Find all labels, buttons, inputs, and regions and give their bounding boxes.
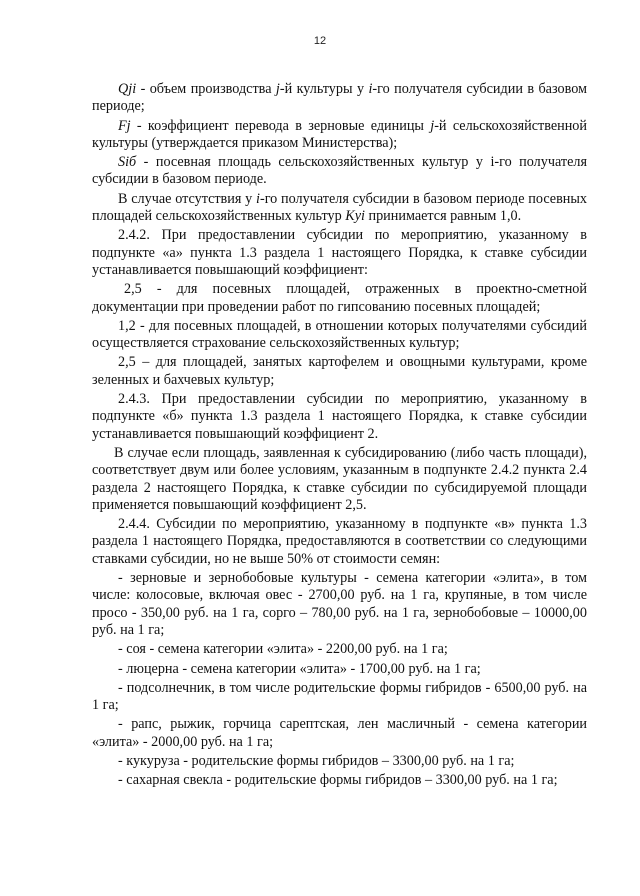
symbol-j: j <box>430 117 435 134</box>
text: В случае отсутствия у <box>118 190 257 207</box>
text: -го получателя субсидии в базовом периоде посевных площадей сельскохозяйственных культур <box>92 190 588 225</box>
text: - объем производства <box>136 81 276 97</box>
text: -й сельскохозяйственной культуры (утверждается приказом Министерства); <box>92 117 587 151</box>
paragraph-multiple-conditions: В случае если площадь, заявленная к субсидированию (либо часть площади), соответствует двум или более условиям, указанным в подпункте 2.4.2 пункта 2.4 раздела 2 настоящего Порядка, к ставке субсидии по субсидируемой площади применяется повышающий коэффициент 2,5. <box>92 444 587 513</box>
paragraph-2-4-2: 2.4.2. При предоставлении субсидии по мероприятию, указанному в подпункте «а» пункта 1.3 раздела 1 настоящего Порядка, к ставке субсидии устанавливается повышающий коэффициент: <box>92 227 587 278</box>
symbol-qji: Qji <box>118 81 137 97</box>
text: принимается равным 1,0. <box>364 208 522 225</box>
rate-grain: - зерновые и зернобобовые культуры - семена категории «элита», в том числе: колосовые, включая овес - 2700,00 руб. на 1 га, крупяные, в том числе просо - 350,00 руб. на 1 га, сорго – 780,00 руб. на 1 га, зернобобовые – 10000,00 руб. на 1 га; <box>92 570 587 638</box>
page-number: 12 <box>313 35 327 47</box>
symbol-sib: Siб <box>118 154 137 171</box>
paragraph-absence <box>92 191 587 226</box>
rate-alfalfa: - люцерна - семена категории «элита» - 1700,00 руб. на 1 га; <box>118 660 481 677</box>
paragraph-qji <box>92 81 587 116</box>
coefficient-2-5-potato: 2,5 – для площадей, занятых картофелем и овощными культурами, кроме зеленных и бахчевых культур; <box>92 354 587 388</box>
paragraph-2-4-3: 2.4.3. При предоставлении субсидии по мероприятию, указанному в подпункте «б» пункта 1.3 раздела 1 настоящего Порядка, к ставке субсидии устанавливается повышающий коэффициент 2. <box>92 391 587 442</box>
rate-soy: - соя - семена категории «элита» - 2200,00 руб. на 1 га; <box>118 641 448 658</box>
symbol-fj: Fj <box>118 117 131 134</box>
coefficient-1-2-insurance: 1,2 - для посевных площадей, в отношении которых получателями субсидий осуществляется страхование сельскохозяйственных культур; <box>92 317 587 352</box>
coefficient-2-5-gypsum: 2,5 - для посевных площадей, отраженных в проектно-сметной документации при проведении работ по гипсованию посевных площадей; <box>92 281 587 315</box>
symbol-j: j <box>275 81 280 97</box>
symbol-i: i <box>368 81 373 97</box>
rate-sunflower: - подсолнечник, в том числе родительские формы гибридов - 6500,00 руб. на 1 га; <box>92 679 587 714</box>
paragraph-fj <box>92 118 587 153</box>
text: - посевная площадь сельскохозяйственных культур у i-го получателя субсидии в базовом периоде. <box>92 154 587 188</box>
paragraph-sib <box>92 154 587 189</box>
symbol-i: i <box>256 190 260 207</box>
rate-corn: - кукуруза - родительские формы гибридов – 3300,00 руб. на 1 га; <box>118 752 515 769</box>
paragraph-2-4-4: 2.4.4. Субсидии по мероприятию, указанному в подпункте «в» пункта 1.3 раздела 1 настоящего Порядка, предоставляются в соответствии со следующими ставками субсидии, но не выше 50% от стоимости семян: <box>92 516 587 567</box>
text: - коэффициент перевода в зерновые единицы <box>130 117 431 134</box>
text: -го получателя субсидии в базовом периоде; <box>92 81 587 115</box>
rate-sugar-beet: - сахарная свекла - родительские формы гибридов – 3300,00 руб. на 1 га; <box>118 772 558 789</box>
document-body <box>92 81 587 790</box>
rate-rapeseed: - рапс, рыжик, горчица сарептская, лен масличный - семена категории «элита» - 2000,00 руб. на 1 га; <box>92 716 587 750</box>
text: -й культуры у <box>279 81 369 97</box>
symbol-kyi: Kуi <box>345 208 365 225</box>
